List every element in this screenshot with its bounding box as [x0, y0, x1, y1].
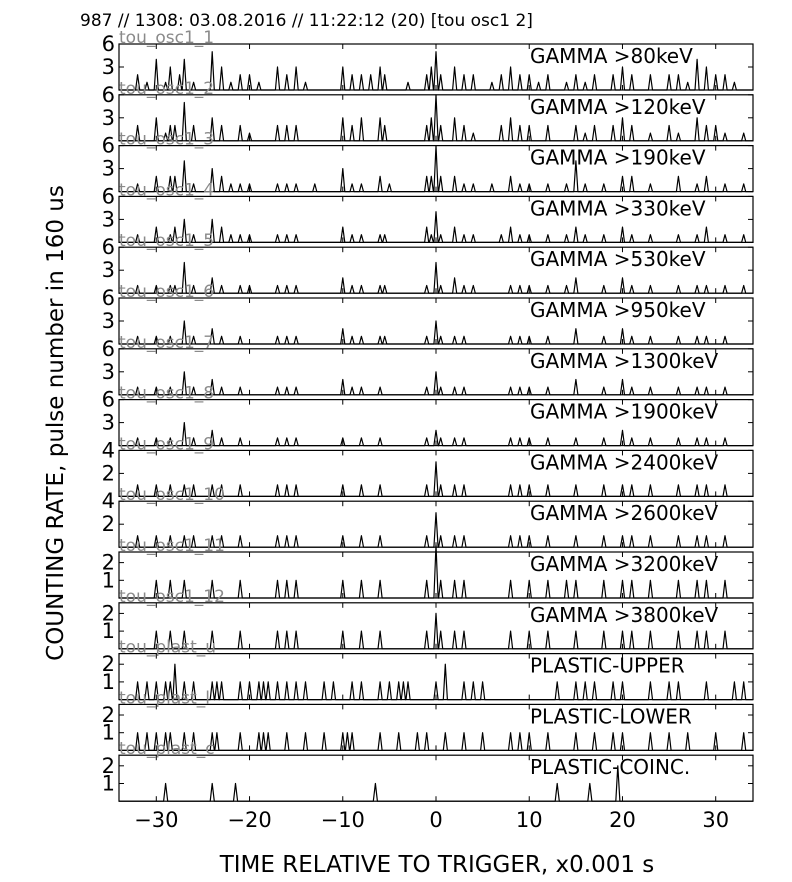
y-tick-label: 3	[101, 156, 115, 181]
panel-title: PLASTIC-COINC.	[530, 755, 691, 780]
panel-title: GAMMA >1300keV	[530, 348, 719, 373]
y-tick-label: 1	[101, 619, 115, 644]
panel-title: GAMMA >530keV	[530, 247, 706, 272]
panel-id-label: tou_plast_l	[119, 688, 211, 709]
panel-title: GAMMA >80keV	[530, 44, 693, 68]
panel-title: GAMMA >190keV	[530, 145, 706, 170]
panel-title: GAMMA >3800keV	[530, 602, 719, 627]
y-tick-label: 2	[101, 461, 115, 486]
y-tick-label: 3	[101, 359, 115, 384]
panel-id-label: tou_plast_u	[119, 637, 217, 658]
y-tick-label: 6	[101, 387, 115, 412]
y-tick-label: 2	[101, 652, 115, 677]
x-tick-label: 20	[609, 808, 636, 833]
panel-title: GAMMA >2400keV	[530, 450, 719, 475]
y-tick-label: 1	[101, 771, 115, 796]
panel-title: GAMMA >120keV	[530, 94, 706, 119]
panel-title: PLASTIC-LOWER	[530, 704, 692, 729]
y-tick-label: 2	[101, 512, 115, 537]
panel-id-label: tou_osc1_9	[119, 434, 215, 455]
x-axis-label: TIME RELATIVE TO TRIGGER, x0.001 s	[219, 852, 655, 878]
y-tick-label: 6	[101, 133, 115, 158]
y-tick-label: 3	[101, 309, 115, 333]
panel-id-label: tou_plast_c	[119, 739, 215, 760]
y-tick-label: 3	[101, 55, 115, 79]
x-tick-label: 10	[515, 808, 543, 833]
panel-title: GAMMA >3200keV	[530, 552, 719, 576]
y-tick-label: 2	[101, 550, 115, 575]
y-tick-label: 3	[101, 207, 115, 232]
y-tick-label: 2	[101, 601, 115, 626]
y-axis-label: COUNTING RATE, pulse number in 160 us	[43, 185, 69, 661]
panel-title: GAMMA >950keV	[530, 298, 706, 322]
panel-id-label: tou_osc1_10	[119, 485, 225, 506]
panel-title: GAMMA >2600keV	[530, 501, 719, 526]
y-tick-label: 4	[101, 489, 115, 514]
y-tick-label: 3	[101, 105, 115, 130]
x-tick-label: −30	[134, 808, 179, 833]
y-tick-label: 6	[101, 184, 115, 209]
y-tick-label: 1	[101, 720, 115, 745]
x-tick-label: 0	[429, 808, 443, 833]
panel-id-label: tou_osc1_3	[119, 129, 215, 150]
y-tick-label: 6	[101, 82, 115, 107]
panel-id-label: tou_osc1_8	[119, 383, 215, 404]
panel-id-label: tou_osc1_7	[119, 332, 215, 353]
x-tick-label: −20	[227, 808, 272, 833]
panel-id-label: tou_osc1_4	[119, 180, 215, 201]
panel-id-label: tou_osc1_11	[119, 536, 225, 556]
panel-id-label: tou_osc1_2	[119, 78, 215, 99]
y-tick-label: 2	[101, 753, 115, 778]
panels-group	[102, 28, 753, 801]
y-tick-label: 6	[101, 336, 115, 361]
y-tick-label: 3	[101, 258, 115, 283]
panel-15	[102, 739, 753, 801]
panel-title: GAMMA >1900keV	[530, 399, 719, 424]
x-tick-label: −10	[320, 808, 365, 833]
chart-title: 987 // 1308: 03.08.2016 // 11:22:12 (20) [tou osc1 2]	[80, 11, 533, 31]
y-tick-label: 6	[101, 32, 115, 56]
y-tick-label: 1	[101, 669, 115, 694]
panel-title: PLASTIC-UPPER	[530, 653, 685, 678]
panel-id-label: tou_osc1_1	[119, 28, 215, 48]
y-tick-label: 3	[101, 410, 115, 435]
y-tick-label: 1	[101, 568, 115, 593]
y-tick-label: 6	[101, 286, 115, 310]
panel-title: GAMMA >330keV	[530, 196, 706, 221]
panel-id-label: tou_osc1_12	[119, 586, 225, 607]
panel-id-label: tou_osc1_6	[119, 282, 215, 302]
panel-id-label: tou_osc1_5	[119, 231, 215, 252]
x-tick-label: 30	[702, 808, 730, 833]
y-tick-label: 2	[101, 703, 115, 728]
y-tick-label: 6	[101, 235, 115, 260]
y-tick-label: 4	[101, 438, 115, 463]
x-axis-ticks	[134, 808, 729, 832]
